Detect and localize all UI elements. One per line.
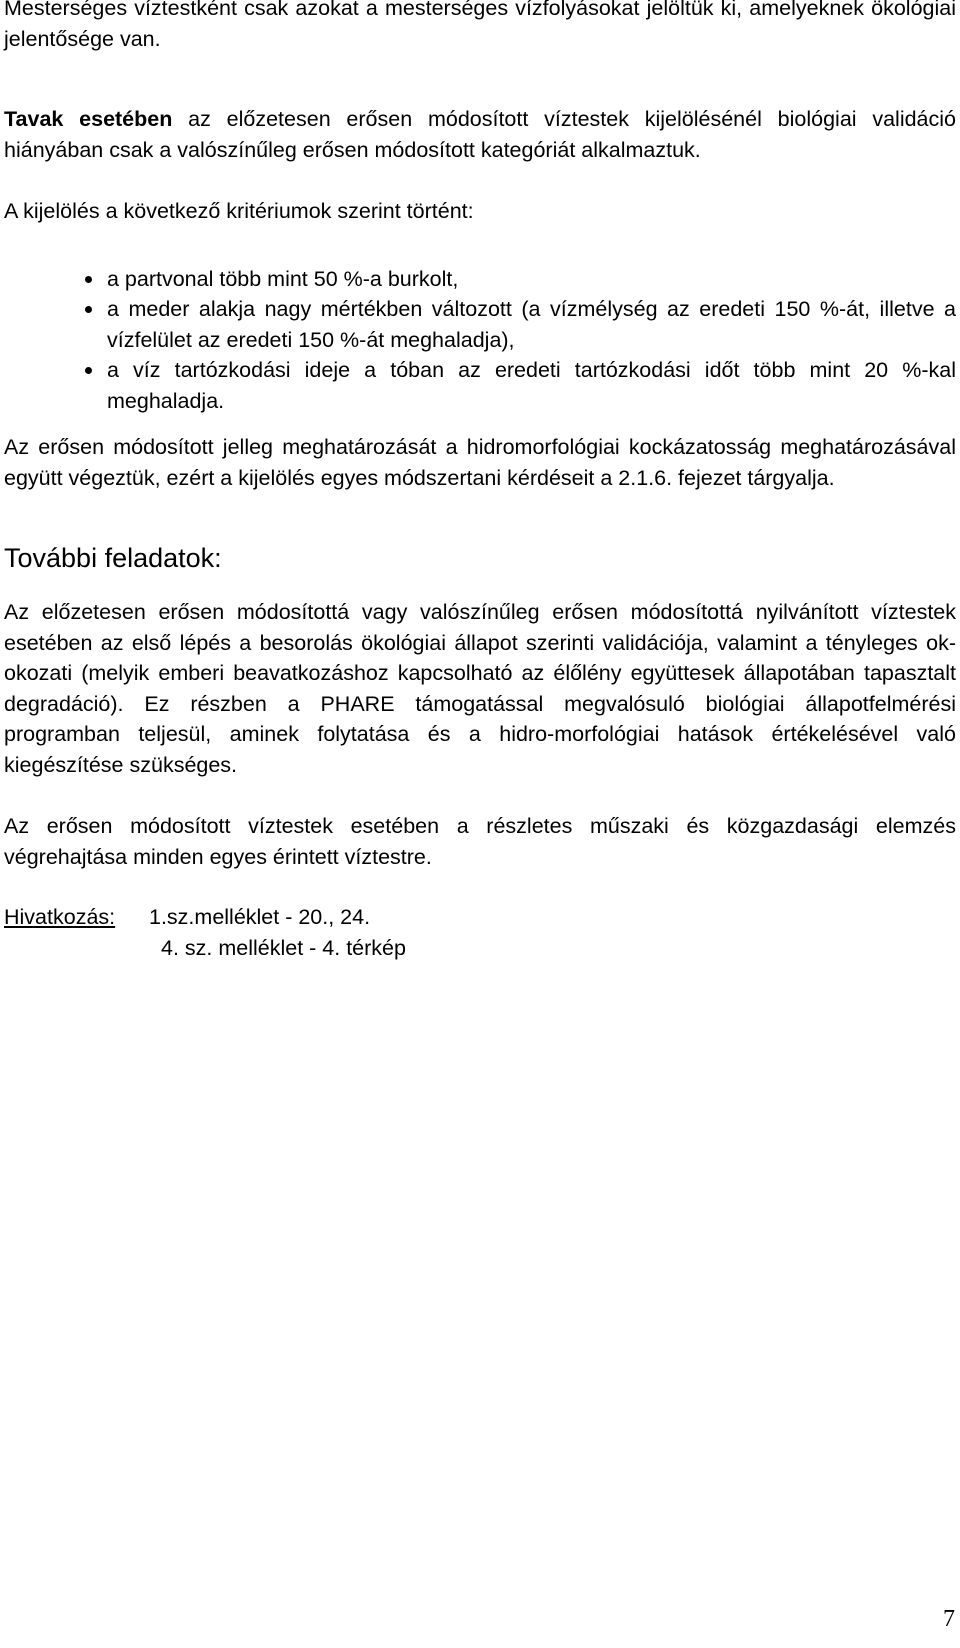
criteria-item [4,294,956,355]
section-heading: További feladatok: [4,543,222,573]
reference-row [4,902,956,933]
lakes-bold-lead: Tavak esetében [4,107,173,131]
reference-line-2: 4. sz. melléklet - 4. térkép [161,935,406,960]
bullet-icon [85,367,92,374]
reference-line-1: 1.sz.melléklet - 20., 24. [149,905,371,929]
reference-block [4,902,956,963]
document-page [4,0,956,963]
criteria-item-text: a víz tartózkodási ideje a tóban az eredeti tartózkodási időt több mint 20 %-kal meghaladja. [107,358,956,413]
paragraph-economic-analysis: Az erősen módosított víztestek esetében a részletes műszaki és közgazdasági elemzés végrehajtása minden egyes érintett víztestre. [4,814,956,869]
paragraph-lakes [4,104,956,165]
paragraph-criteria-intro: A kijelölés a következő kritériumok szerint történt: [4,199,474,223]
lakes-text: az előzetesen erősen módosított víztestek kijelölésénél biológiai validáció hiányában csak a valószínűleg erősen módosított kategóriát alkalmaztuk. [4,107,956,162]
criteria-list [4,264,956,417]
criteria-item-text: a meder alakja nagy mértékben változott (a vízmélység az eredeti 150 %-át, illetve a vízfelület az eredeti 150 %-át meghaladja), [107,297,956,352]
bullet-icon [85,306,92,313]
paragraph-artificial-waterbodies: Mesterséges víztestként csak azokat a mesterséges vízfolyásokat jelöltük ki, amelyeknek ökológiai jelentősége van. [4,0,956,51]
paragraph-methodology: Az erősen módosított jelleg meghatározását a hidromorfológiai kockázatosság meghatározásával együtt végeztük, ezért a kijelölés egyes módszertani kérdéseit a 2.1.6. fejezet tárgyalja. [4,435,956,490]
paragraph-further-tasks: Az előzetesen erősen módosítottá vagy valószínűleg erősen módosítottá nyilvánított víztestek esetében az első lépés a besorolás ökológiai állapot szerinti validációja, valamint a tényleges ok-okozati (melyik emberi beavatkozáshoz kapcsolható az élőlény együttesek állapotában tapasztalt degradáció). Ez részben a PHARE támogatással megvalósuló biológiai állapotfelmérési programban teljesül, aminek folytatása és a hidro-morfológiai hatások értékelésével való kiegészítése szükséges. [4,600,956,777]
criteria-item [4,355,956,416]
page-number: 7 [943,1606,955,1632]
criteria-item [4,264,956,295]
reference-label: Hivatkozás: [4,905,116,929]
bullet-icon [85,276,92,283]
criteria-item-text: a partvonal több mint 50 %-a burkolt, [107,266,459,291]
